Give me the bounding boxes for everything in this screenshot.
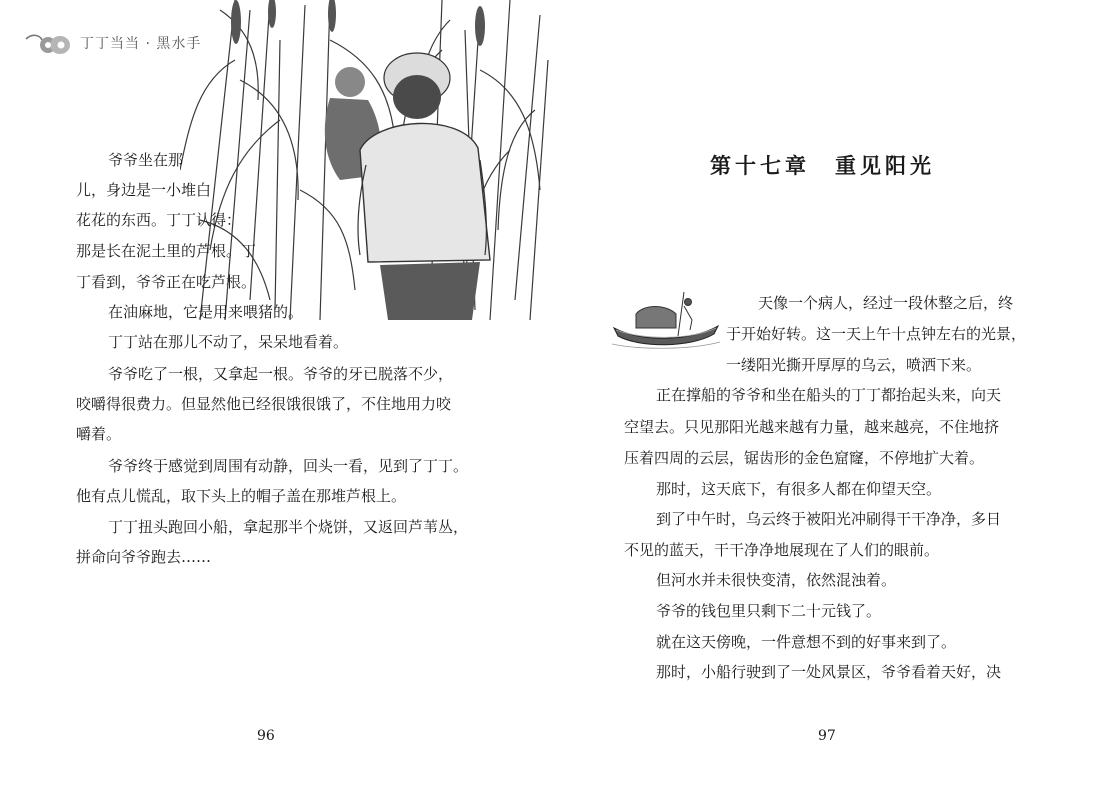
- gourd-logo-icon: [22, 30, 74, 56]
- page-number-left: 96: [257, 728, 275, 744]
- text-line: 爷爷的钱包里只剩下二十元钱了。: [656, 602, 882, 620]
- text-line: 嚼着。: [76, 425, 122, 443]
- page-number-right: 97: [818, 728, 836, 744]
- text-line: 压着四周的云层，锯齿形的金色窟窿，不停地扩大着。: [624, 449, 985, 467]
- text-line: 那时，小船行驶到了一处风景区，爷爷看着天好，决: [656, 663, 1002, 681]
- text-line: 于开始好转。这一天上午十点钟左右的光景，: [726, 325, 1027, 343]
- text-line: 那时，这天底下，有很多人都在仰望天空。: [656, 480, 942, 498]
- text-line: 一缕阳光撕开厚厚的乌云，喷洒下来。: [726, 356, 982, 374]
- series-logo: [22, 30, 201, 56]
- text-line: 儿，身边是一小堆白: [76, 181, 212, 199]
- chapter-title: 第十七章 重见阳光: [710, 153, 935, 178]
- text-line: 丁丁站在那儿不动了，呆呆地看着。: [108, 333, 349, 351]
- text-line: 爷爷坐在那: [108, 151, 184, 169]
- text-line: 正在撑船的爷爷和坐在船头的丁丁都抬起头来，向天: [656, 386, 1002, 404]
- text-line: 花花的东西。丁丁认得：: [76, 211, 242, 229]
- text-line: 咬嚼得很费力。但显然他已经很饿很饿了，不住地用力咬: [76, 395, 452, 413]
- text-line: 丁丁扭头跑回小船，拿起那半个烧饼，又返回芦苇丛，: [108, 518, 469, 536]
- text-line: 但河水并未很快变清，依然混浊着。: [656, 571, 897, 589]
- series-title: 丁丁当当 · 黑水手: [80, 36, 202, 52]
- text-line: 他有点儿慌乱，取下头上的帽子盖在那堆芦根上。: [76, 487, 407, 505]
- text-line: 在油麻地，它是用来喂猪的。: [108, 303, 304, 321]
- text-line: 拼命向爷爷跑去……: [76, 548, 212, 566]
- text-line: 爷爷吃了一根，又拿起一根。爷爷的牙已脱落不少，: [108, 365, 454, 383]
- text-line: 不见的蓝天，干干净净地展现在了人们的眼前。: [624, 541, 940, 559]
- text-line: 空望去。只见那阳光越来越有力量，越来越亮，不住地挤: [624, 418, 1000, 436]
- text-line: 爷爷终于感觉到周围有动静，回头一看，见到了丁丁。: [108, 457, 469, 475]
- text-line: 天像一个病人，经过一段休整之后，终: [758, 294, 1014, 312]
- text-line: 到了中午时，乌云终于被阳光冲刷得干干净净，多日: [656, 510, 1002, 528]
- text-line: 那是长在泥土里的芦根。丁: [76, 242, 257, 260]
- text-line: 丁看到，爷爷正在吃芦根。: [76, 273, 257, 291]
- boat-illustration: [610, 290, 722, 352]
- text-line: 就在这天傍晚，一件意想不到的好事来到了。: [656, 633, 957, 651]
